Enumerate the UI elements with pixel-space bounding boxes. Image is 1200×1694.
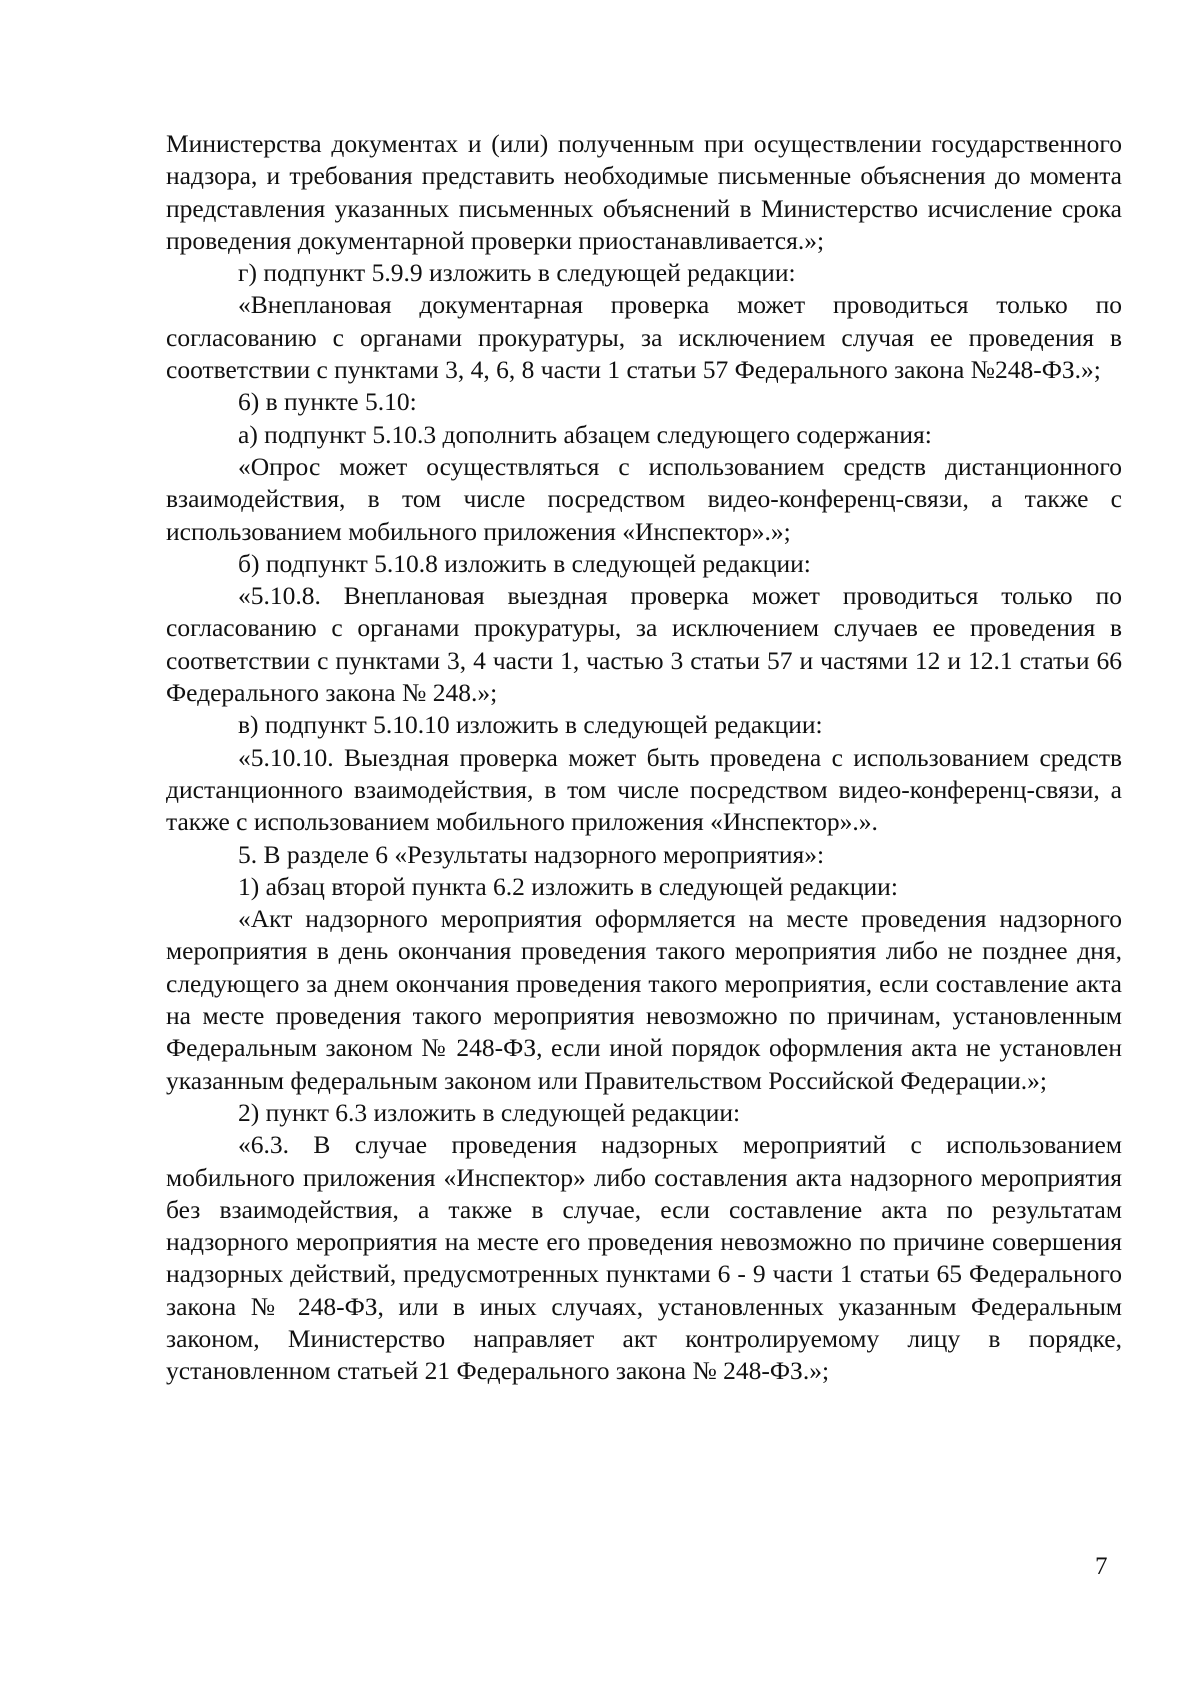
paragraph: б) подпункт 5.10.8 изложить в следующей редакции: [238,548,811,578]
paragraph: 1) абзац второй пункта 6.2 изложить в следующей редакции: [238,871,898,901]
paragraph: 2) пункт 6.3 изложить в следующей редакции: [238,1097,741,1127]
paragraph: «6.3. В случае проведения надзорных мероприятий с использованием мобильного приложения «Инспектор» либо составления акта надзорного мероприятия без взаимодействия, а также в случае, если составление акта по результатам надзорного мероприятия на месте его проведения невозможно по причине совершения надзорных действий, предусмотренных пунктами 6 - 9 части 1 статьи 65 Федерального закона № 248-ФЗ, или в иных случаях, установленных указанным Федеральным законом, Министерство направляет акт контролируемому лицу в порядке, установленном статьей 21 Федерального закона № 248-ФЗ.»; [166,1130,1122,1386]
paragraph: «Внеплановая документарная проверка может проводиться только по согласованию с органами прокуратуры, за исключением случая ее проведения в соответствии с пунктами 3, 4, 6, 8 части 1 статьи 57 Федерального закона №248-ФЗ.»; [166,290,1122,385]
paragraph: Министерства документах и (или) полученным при осуществлении государственного надзора, и требования представить необходимые письменные объяснения до момента представления указанных письменных объяснений в Министерство исчисление срока проведения документарной проверки приостанавливается.»; [166,129,1122,255]
paragraph: 5. В разделе 6 «Результаты надзорного мероприятия»: [238,839,825,869]
paragraph: 6) в пункте 5.10: [238,387,417,417]
paragraph: «Опрос может осуществляться с использованием средств дистанционного взаимодействия, в том числе посредством видео-конференц-связи, а также с использованием мобильного приложения «Инспектор».»; [166,451,1122,546]
page-number: 7 [1095,1553,1108,1580]
paragraph: в) подпункт 5.10.10 изложить в следующей редакции: [238,710,823,740]
paragraph: «Акт надзорного мероприятия оформляется на месте проведения надзорного мероприятия в день окончания проведения такого мероприятия либо не позднее дня, следующего за днем окончания проведения такого мероприятия, если составление акта на месте проведения такого мероприятия невозможно по причинам, установленным Федеральным законом № 248-ФЗ, если иной порядок оформления акта не установлен указанным федеральным законом или Правительством Российской Федерации.»; [166,904,1122,1095]
paragraph: а) подпункт 5.10.3 дополнить абзацем следующего содержания: [238,419,932,449]
paragraph: г) подпункт 5.9.9 изложить в следующей редакции: [238,258,796,288]
document-body [166,128,1122,1388]
paragraph: «5.10.10. Выездная проверка может быть проведена с использованием средств дистанционного взаимодействия, в том числе посредством видео-конференц-связи, а также с использованием мобильного приложения «Инспектор».». [166,742,1122,837]
paragraph: «5.10.8. Внеплановая выездная проверка может проводиться только по согласованию с органами прокуратуры, за исключением случаев ее проведения в соответствии с пунктами 3, 4 части 1, частью 3 статьи 57 и частями 12 и 12.1 статьи 66 Федерального закона № 248.»; [166,581,1122,708]
